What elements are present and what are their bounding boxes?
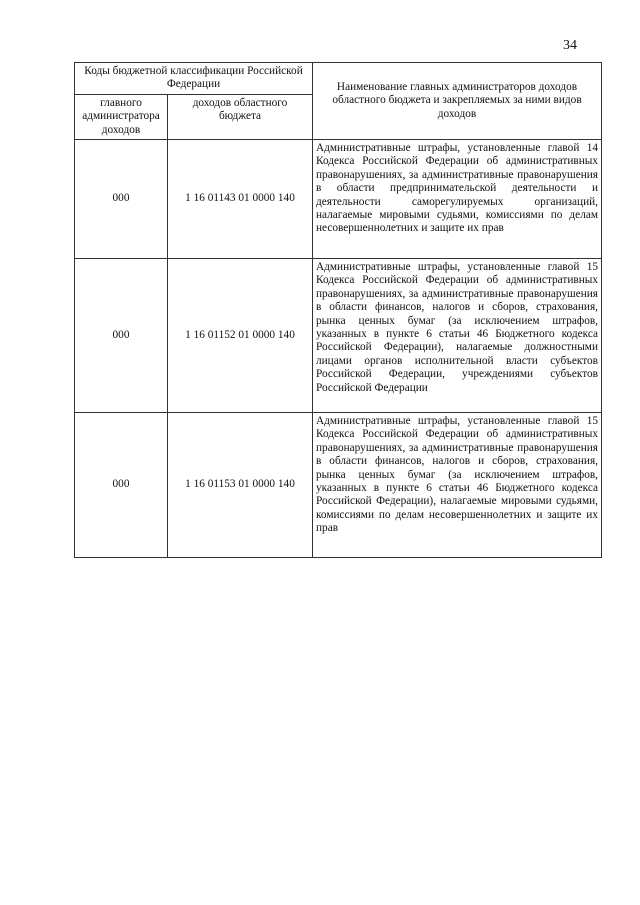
codes-group-header: Коды бюджетной классификации Российской Федерации [75, 63, 313, 95]
income-name-cell: Административные штрафы, установленные главой 14 Кодекса Российской Федерации об административных правонарушениях, за административные правонарушения в области предпринимательской деятельности и деятельности саморегулируемых организаций, налагаемые мировыми судьями, комиссиями по делам несовершеннолетних и защите их прав [313, 140, 602, 259]
admin-code-cell: 000 [75, 413, 168, 558]
income-name-cell: Административные штрафы, установленные главой 15 Кодекса Российской Федерации об административных правонарушениях, за административные правонарушения в области финансов, налогов и сборов, страхования, рынка ценных бумаг (за исключением штрафов, указанных в пункте 6 статьи 46 Бюджетного кодекса Российской Федерации), налагаемые должностными лицами органов исполнительной власти субъектов Российской Федерации, учреждениями субъектов Российской Федерации [313, 259, 602, 413]
income-code-cell: 1 16 01153 01 0000 140 [168, 413, 313, 558]
name-column-header: Наименование главных администраторов доходов областного бюджета и закрепляемых за ними видов доходов [313, 63, 602, 140]
budget-classification-table [74, 62, 602, 558]
income-code-cell: 1 16 01152 01 0000 140 [168, 259, 313, 413]
admin-code-cell: 000 [75, 259, 168, 413]
admin-code-cell: 000 [75, 140, 168, 259]
income-code-cell: 1 16 01143 01 0000 140 [168, 140, 313, 259]
header-row-1 [75, 63, 602, 95]
income-column-header: доходов областного бюджета [168, 94, 313, 139]
table-row [75, 259, 602, 413]
admin-column-header: главного администратора доходов [75, 94, 168, 139]
income-name-cell: Административные штрафы, установленные главой 15 Кодекса Российской Федерации об административных правонарушениях, за административные правонарушения в области финансов, налогов и сборов, страхования, рынка ценных бумаг (за исключением штрафов, указанных в пункте 6 статьи 46 Бюджетного кодекса Российской Федерации), налагаемые мировыми судьями, комиссиями по делам несовершеннолетних и защите их прав [313, 413, 602, 558]
table-row [75, 413, 602, 558]
table-row [75, 140, 602, 259]
page-number: 34 [563, 38, 577, 53]
